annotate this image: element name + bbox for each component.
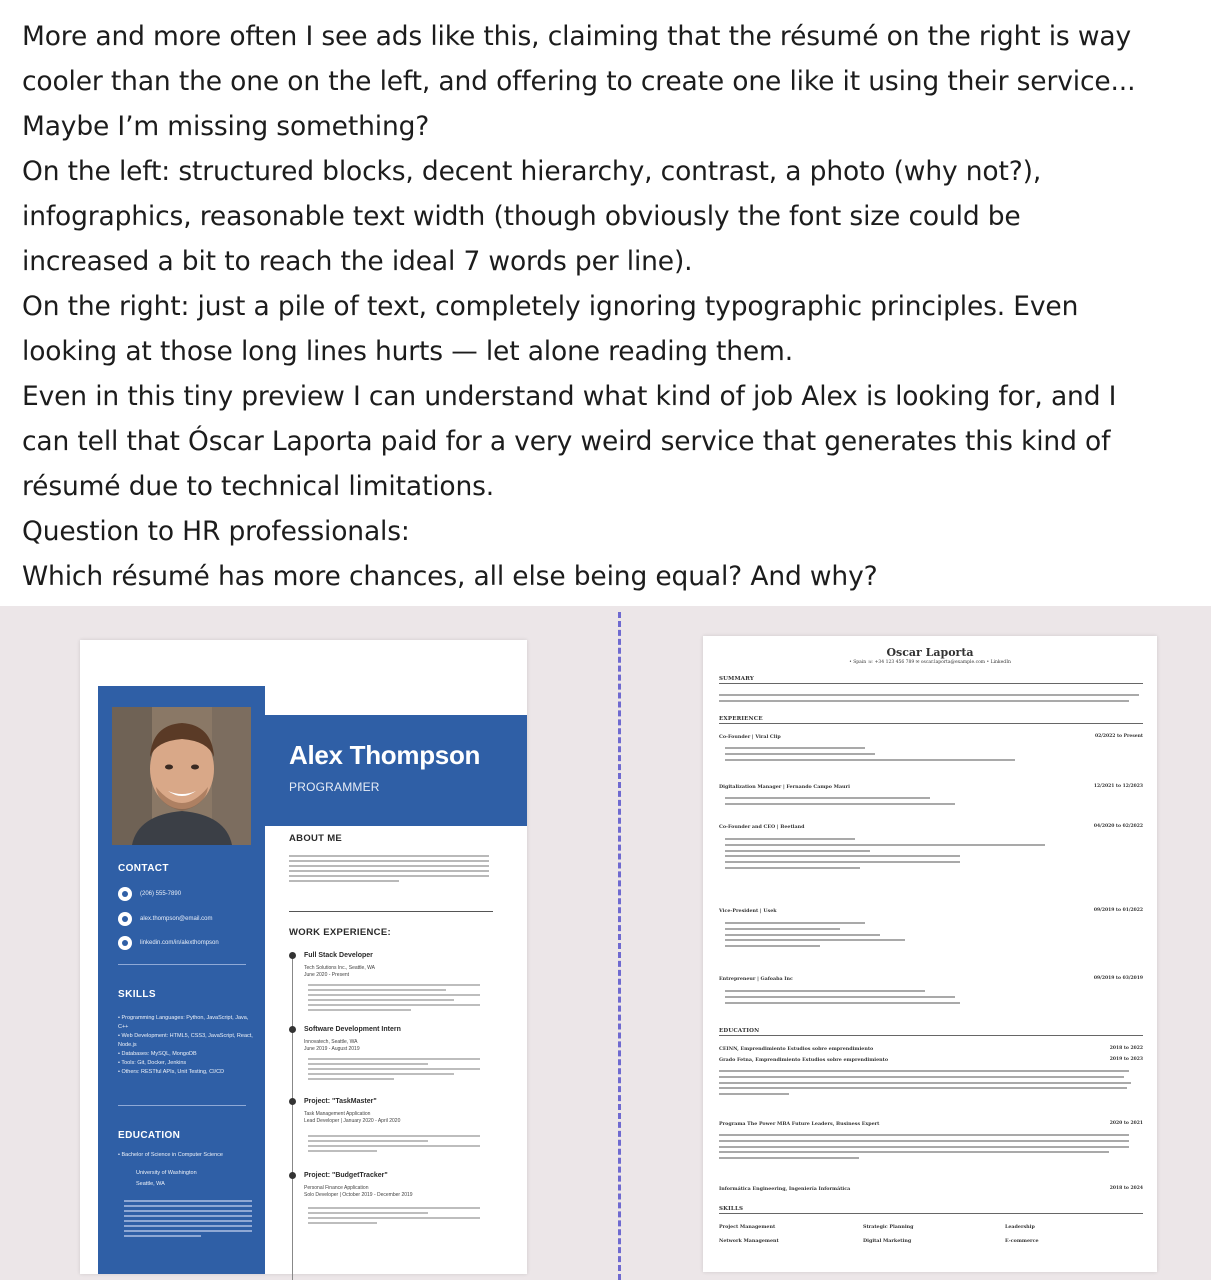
education-dates: 2020 to 2021 — [1109, 1121, 1143, 1126]
timeline-dot — [289, 1098, 296, 1105]
about-heading: ABOUT ME — [289, 833, 343, 844]
resume-right — [703, 636, 1157, 1272]
skill-item: Digital Marketing — [863, 1238, 912, 1244]
post-line: On the left: structured blocks, decent hierarchy, contrast, a photo (why not?), — [22, 156, 1042, 187]
summary-text — [719, 694, 1139, 706]
skill-item: • Tools: Git, Docker, Jenkins — [118, 1059, 253, 1068]
role-title: Digitalization Manager | Fernando Campo Mauri — [719, 784, 850, 790]
about-text — [289, 855, 489, 885]
main-divider — [289, 911, 493, 912]
skill-item: • Programming Languages: Python, JavaScript, Java, C++ — [118, 1014, 253, 1032]
education-details — [124, 1200, 252, 1240]
summary-heading: SUMMARY — [719, 676, 1143, 684]
project-bullets — [308, 1207, 480, 1227]
education-location: Seattle, WA — [136, 1181, 165, 1187]
job-bullets — [308, 1058, 480, 1083]
role-dates: 04/2020 to 02/2022 — [1093, 824, 1143, 829]
job-title: Full Stack Developer — [304, 952, 373, 959]
timeline-dot — [289, 1172, 296, 1179]
project-dates: Solo Developer | October 2019 - December 2019 — [304, 1192, 413, 1198]
job-dates: June 2020 - Present — [304, 972, 350, 978]
work-heading: WORK EXPERIENCE: — [289, 927, 391, 938]
post-line: Maybe I’m missing something? — [22, 111, 430, 142]
contact-email: alex.thompson@email.com — [118, 912, 212, 926]
education-title: CEINN, Emprendimiento Estudios sobre emprendimiento — [719, 1046, 874, 1052]
skill-item: • Web Development: HTML5, CSS3, JavaScript, React, Node.js — [118, 1032, 253, 1050]
post-line: looking at those long lines hurts — let alone reading them. — [22, 336, 793, 367]
role-dates: 09/2019 to 03/2019 — [1093, 976, 1143, 981]
skill-item: • Databases: MySQL, MongoDB — [118, 1050, 253, 1059]
role-bullets — [725, 797, 955, 809]
project-dates: Lead Developer | January 2020 - April 2020 — [304, 1118, 401, 1124]
skills-list — [118, 1014, 253, 1077]
project-title: Project: "TaskMaster" — [304, 1098, 377, 1105]
role-dates: 02/2022 to Present — [1094, 734, 1143, 739]
project-title: Project: "BudgetTracker" — [304, 1172, 388, 1179]
role-dates: 09/2019 to 01/2022 — [1093, 908, 1143, 913]
candidate-name: Oscar Laporta — [886, 646, 974, 659]
education-dates: 2018 to 2022 — [1109, 1046, 1143, 1051]
skills-heading: SKILLS — [719, 1206, 1143, 1214]
resume-left — [80, 640, 527, 1274]
email-icon — [118, 912, 132, 926]
phone-icon — [118, 887, 132, 901]
post-line: infographics, reasonable text width (though obviously the font size could be — [22, 201, 1021, 232]
skill-item: Strategic Planning — [863, 1224, 914, 1230]
role-title: Co-Founder and CEO | Beetland — [719, 824, 805, 830]
job-dates: June 2019 - August 2019 — [304, 1046, 360, 1052]
experience-timeline — [292, 956, 293, 1280]
skill-item: E-commerce — [1005, 1238, 1039, 1244]
candidate-role: PROGRAMMER — [289, 780, 380, 794]
education-degree: • Bachelor of Science in Computer Science — [118, 1151, 253, 1160]
role-bullets — [725, 922, 905, 951]
sidebar-divider — [118, 964, 246, 965]
contact-linkedin: linkedin.com/in/alexthompson — [118, 936, 219, 950]
project-subtitle: Task Management Application — [304, 1111, 371, 1117]
education-school: University of Washington — [136, 1170, 197, 1176]
skill-item: • Others: RESTful APIs, Unit Testing, CI/CD — [118, 1068, 253, 1077]
linkedin-icon — [118, 936, 132, 950]
education-dates: 2019 to 2023 — [1109, 1057, 1143, 1062]
role-title: Entrepreneur | Gafoaba Inc — [719, 976, 793, 982]
job-title: Software Development Intern — [304, 1026, 401, 1033]
education-title: Programa The Power MBA Future Leaders, Business Expert — [719, 1121, 880, 1127]
post-line: cooler than the one on the left, and offering to create one like it using their service... — [22, 66, 1136, 97]
candidate-name: Alex Thompson — [289, 740, 481, 770]
role-dates: 12/2021 to 12/2023 — [1093, 784, 1143, 789]
job-bullets — [308, 984, 480, 1014]
education-heading: EDUCATION — [719, 1028, 1143, 1036]
post-image[interactable] — [0, 606, 1211, 1280]
sidebar-divider — [118, 1105, 246, 1106]
contact-heading: CONTACT — [118, 863, 169, 874]
contact-phone: (206) 555-7890 — [118, 887, 181, 901]
timeline-dot — [289, 952, 296, 959]
post-line: can tell that Óscar Laporta paid for a very weird service that generates this kind of — [22, 426, 1111, 457]
role-bullets — [725, 838, 1045, 873]
skill-item: Network Management — [719, 1238, 779, 1244]
project-bullets — [308, 1135, 480, 1155]
job-company: Innovatech, Seattle, WA — [304, 1039, 358, 1045]
skill-item: Leadership — [1005, 1224, 1035, 1230]
post-line: More and more often I see ads like this, claiming that the résumé on the right is way — [22, 21, 1132, 52]
role-bullets — [725, 747, 1015, 764]
post-line: résumé due to technical limitations. — [22, 471, 495, 502]
role-title: Vice-President | Usek — [719, 908, 777, 914]
education-details — [719, 1070, 1131, 1099]
contact-line: • Spain ☏ +34 123 456 789 ✉ oscar.laporta@example.com • LinkedIn — [849, 660, 1011, 665]
profile-photo — [112, 707, 251, 845]
project-subtitle: Personal Finance Application — [304, 1185, 369, 1191]
education-list — [118, 1151, 253, 1160]
post-text — [22, 14, 1197, 599]
job-company: Tech Solutions Inc., Seattle, WA — [304, 965, 375, 971]
skill-item: Project Management — [719, 1224, 776, 1230]
role-title: Co-Founder | Viral Clip — [719, 734, 781, 740]
skills-heading: SKILLS — [118, 989, 156, 1000]
post-line: increased a bit to reach the ideal 7 words per line). — [22, 246, 693, 277]
post-line: Question to HR professionals: — [22, 516, 410, 547]
post-line: Even in this tiny preview I can understand what kind of job Alex is looking for, and I — [22, 381, 1117, 412]
experience-heading: EXPERIENCE — [719, 716, 1143, 724]
timeline-dot — [289, 1026, 296, 1033]
education-heading: EDUCATION — [118, 1130, 181, 1141]
education-details — [719, 1134, 1129, 1163]
post-line: Which résumé has more chances, all else being equal? And why? — [22, 561, 878, 592]
education-title: Informática Engineering, Ingeniería Informática — [719, 1186, 851, 1192]
education-dates: 2018 to 2024 — [1109, 1186, 1143, 1191]
post-line: On the right: just a pile of text, completely ignoring typographic principles. Even — [22, 291, 1079, 322]
comparison-divider — [618, 612, 621, 1280]
role-bullets — [725, 990, 960, 1007]
education-title: Grado Fetna, Emprendimiento Estudios sobre emprendimiento — [719, 1057, 889, 1063]
